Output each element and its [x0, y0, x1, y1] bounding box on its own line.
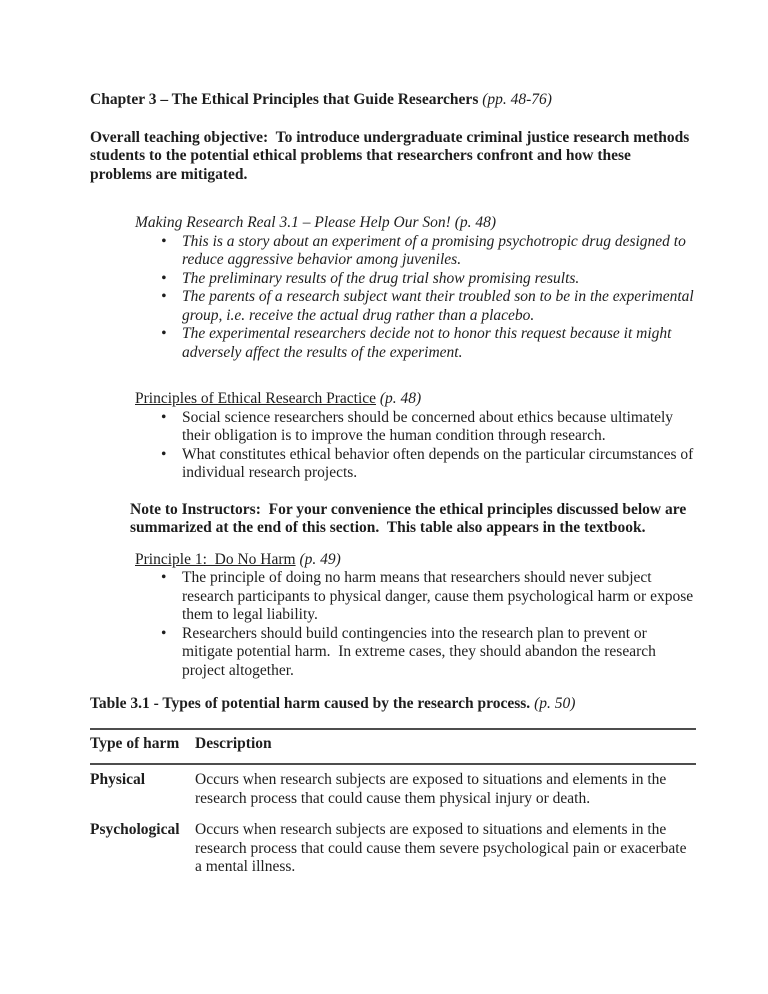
- table-header-type: Type of harm: [90, 730, 195, 766]
- section-making-research-real: [90, 214, 696, 362]
- principle1-heading-title: Principle 1: Do No Harm: [135, 550, 296, 568]
- principles-bullet-list: [90, 409, 696, 483]
- chapter-pageref: (pp. 48-76): [482, 91, 552, 108]
- list-item: • The parents of a research subject want their troubled son to be in the experimental group, i.e. receive the actual drug rather than a placebo.: [182, 288, 696, 325]
- mrr-bullet-list: [90, 233, 696, 363]
- principles-heading-pageref: (p. 48): [379, 390, 422, 407]
- note-to-instructors: Note to Instructors: For your convenience the ethical principles discussed below are summarized at the end of this section. This table also appears in the textbook.: [130, 500, 687, 536]
- section-principle-1: [90, 551, 696, 681]
- list-item: • This is a story about an experiment of a promising psychotropic drug designed to reduce aggressive behavior among juveniles.: [182, 233, 696, 270]
- chapter-heading: [90, 91, 696, 110]
- principles-heading: [135, 390, 696, 409]
- table-caption-pageref: (p. 50): [534, 695, 576, 712]
- table-header-description: Description: [195, 730, 696, 766]
- table-row-physical-type: Physical: [90, 771, 146, 788]
- harm-types-table: [90, 728, 696, 877]
- mrr-heading: [135, 214, 696, 233]
- list-item: • The principle of doing no harm means that researchers should never subject research participants to physical danger, cause them psychological harm or expose them to legal liability.: [182, 569, 696, 625]
- teaching-objective-paragraph: Overall teaching objective: To introduce undergraduate criminal justice research methods students to the potential ethical problems that researchers confront and how these problems are mitigated.: [90, 128, 690, 183]
- principle1-heading-pageref: (p. 49): [299, 550, 341, 568]
- chapter-title: Chapter 3 – The Ethical Principles that Guide Researchers: [90, 91, 479, 108]
- principles-heading-title: Principles of Ethical Research Practice: [135, 390, 377, 407]
- table-caption-title: Table 3.1 - Types of potential harm caused by the research process.: [90, 695, 531, 712]
- table-caption: [90, 695, 696, 714]
- principle1-bullet-list: [90, 569, 696, 680]
- table-row-psychological-type: Psychological: [90, 821, 180, 838]
- mrr-heading-pageref: (p. 48): [454, 214, 497, 231]
- section-principles: [90, 390, 696, 483]
- table-row-psychological-description: Occurs when research subjects are exposed to situations and elements in the research process that could cause them severe psychological pain or exacerbate a mental illness.: [195, 821, 687, 875]
- list-item: • Researchers should build contingencies into the research plan to prevent or mitigate potential harm. In extreme cases, they should abandon the research project altogether.: [182, 625, 696, 681]
- list-item: • The preliminary results of the drug trial show promising results.: [182, 270, 696, 289]
- list-item: • Social science researchers should be concerned about ethics because ultimately their obligation is to improve the human condition through research.: [182, 409, 696, 446]
- mrr-heading-title: Making Research Real 3.1 – Please Help Our Son!: [135, 214, 451, 231]
- list-item: • What constitutes ethical behavior often depends on the particular circumstances of individual research projects.: [182, 446, 696, 483]
- list-item: • The experimental researchers decide not to honor this request because it might adversely affect the results of the experiment.: [182, 325, 696, 362]
- table-row-physical-description: Occurs when research subjects are exposed to situations and elements in the research process that could cause them physical injury or death.: [195, 771, 667, 807]
- principle1-heading: [135, 551, 696, 570]
